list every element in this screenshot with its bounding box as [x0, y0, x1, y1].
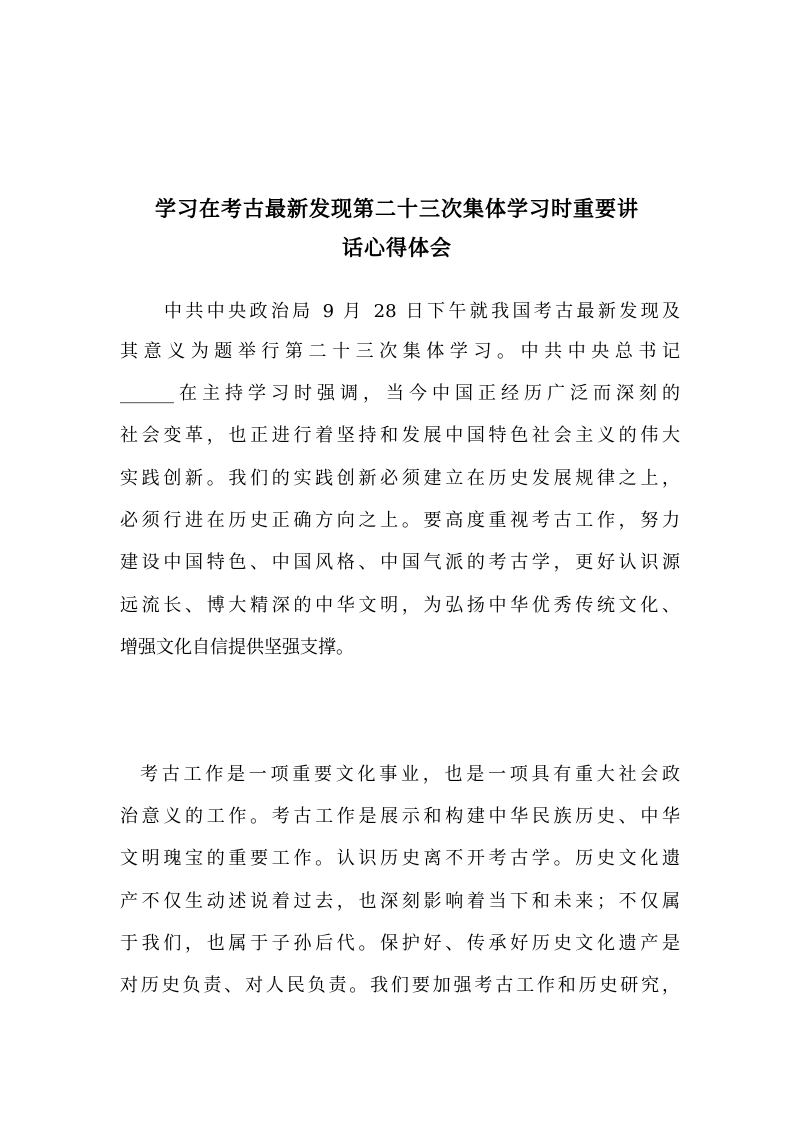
paragraph-1-line-5: 实践创新。我们的实践创新必须建立在历史发展规律之上，: [120, 468, 680, 489]
paragraph-2-line-4: 产不仅生动述说着过去，也深刻影响着当下和未来；不仅属: [120, 891, 680, 912]
paragraph-1-line-7: 建设中国特色、中国风格、中国气派的考古学，更好认识源: [120, 552, 680, 573]
paragraph-1-line-8: 远流长、博大精深的中华文明，为弘扬中华优秀传统文化、: [120, 595, 680, 616]
paragraph-1-line-2: 其意义为题举行第二十三次集体学习。中共中央总书记: [120, 341, 680, 362]
paragraph-1-line-6: 必须行进在历史正确方向之上。要高度重视考古工作，努力: [120, 510, 680, 531]
paragraph-1-line-9: 增强文化自信提供坚强支撑。: [120, 637, 354, 658]
paragraph-1-line-1: 中共中央政治局 9 月 28 日下午就我国考古最新发现及: [164, 301, 680, 322]
paragraph-2-line-6: 对历史负责、对人民负责。我们要加强考古工作和历史研究，: [120, 975, 680, 996]
document-title-line-2: 话心得体会: [342, 235, 452, 260]
paragraph-2-line-3: 文明瑰宝的重要工作。认识历史离不开考古学。历史文化遗: [120, 848, 680, 869]
paragraph-2-line-1: 考古工作是一项重要文化事业，也是一项具有重大社会政: [140, 764, 680, 785]
paragraph-2-line-2: 治意义的工作。考古工作是展示和构建中华民族历史、中华: [120, 806, 680, 827]
paragraph-1-line-3: ______在主持学习时强调，当今中国正经历广泛而深刻的: [120, 383, 680, 404]
paragraph-2-line-5: 于我们，也属于子孙后代。保护好、传承好历史文化遗产是: [120, 933, 680, 954]
document-title-line-1: 学习在考古最新发现第二十三次集体学习时重要讲: [155, 196, 639, 221]
paragraph-1-line-4: 社会变革，也正进行着坚持和发展中国特色社会主义的伟大: [120, 425, 680, 446]
